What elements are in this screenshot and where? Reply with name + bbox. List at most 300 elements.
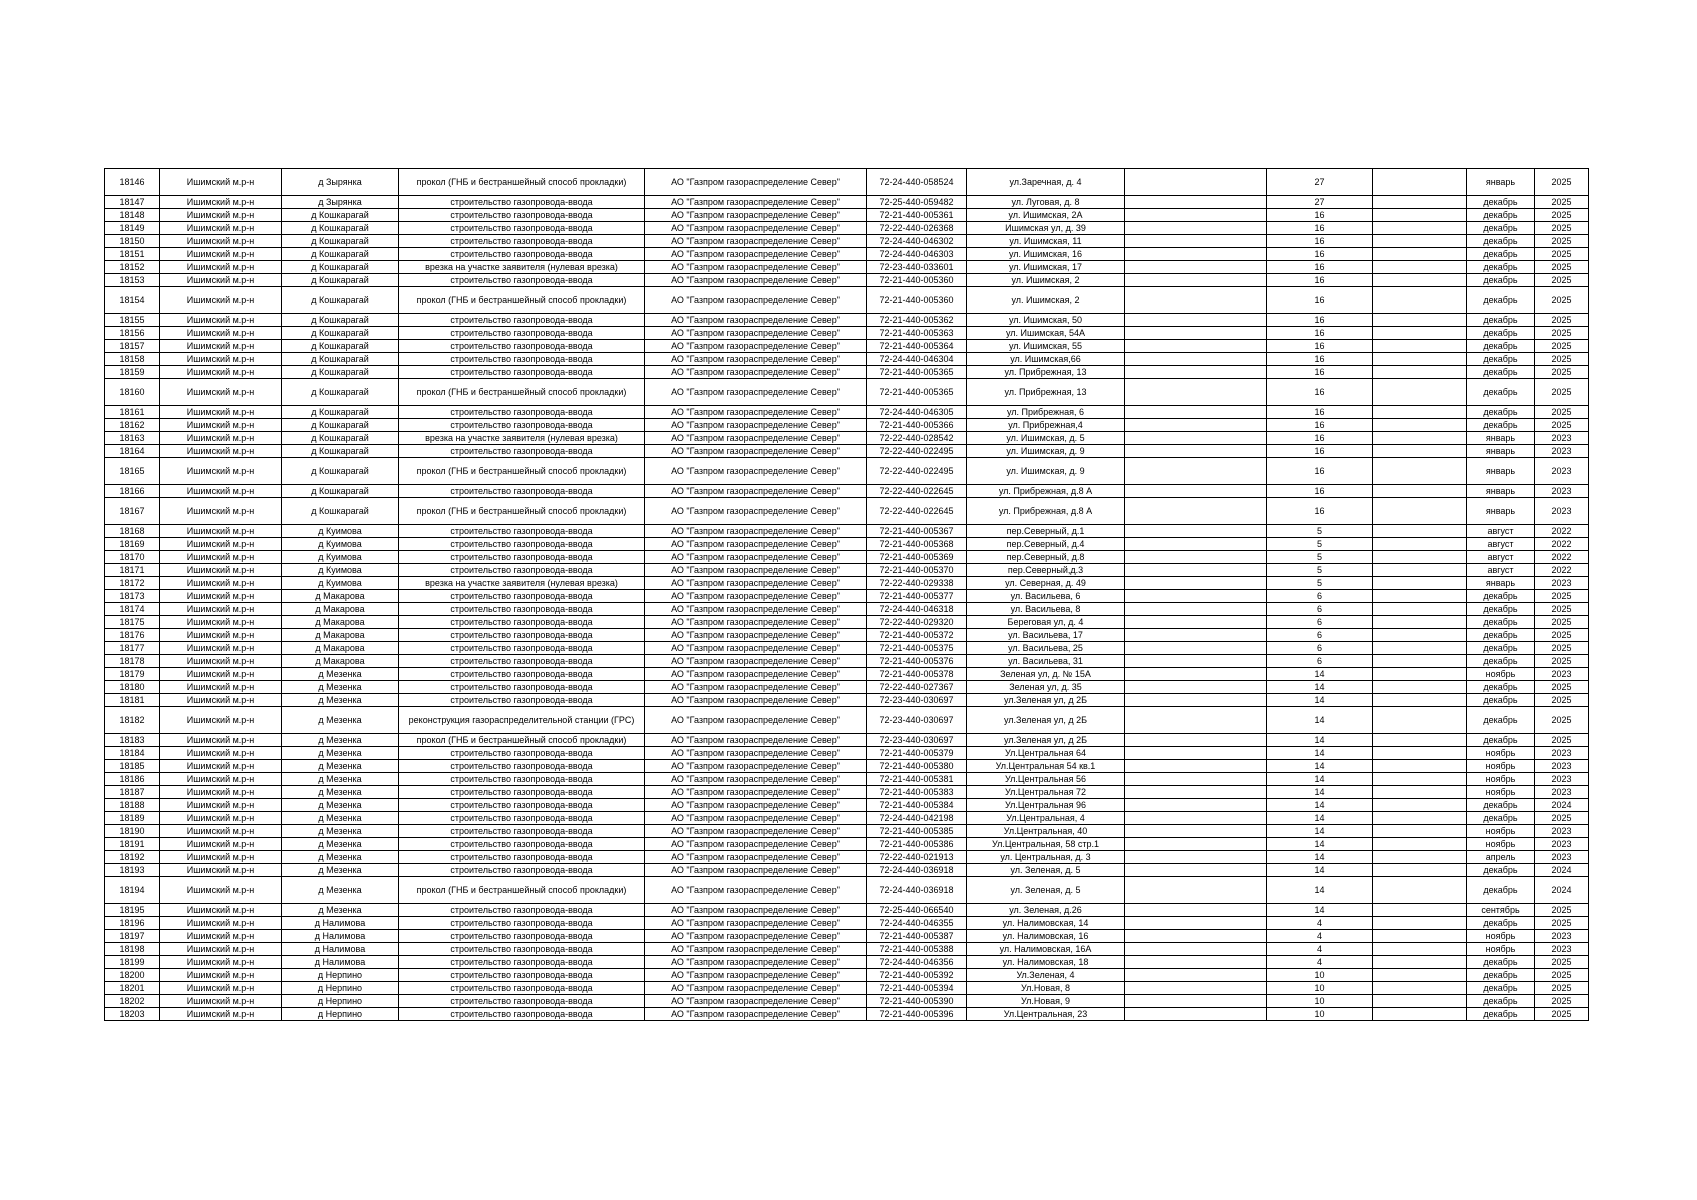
distance-cell: 4: [1267, 930, 1373, 943]
table-row: [105, 196, 1589, 209]
district-cell: Ишимский м.р-н: [160, 485, 282, 498]
district-cell: Ишимский м.р-н: [160, 406, 282, 419]
settlement-cell: д Нерпино: [282, 982, 399, 995]
work-type-cell: строительство газопровода-ввода: [399, 248, 645, 261]
empty-cell-b: [1373, 327, 1467, 340]
distance-cell: 6: [1267, 603, 1373, 616]
work-type-cell: строительство газопровода-ввода: [399, 419, 645, 432]
address-cell: ул. Ишимская, 17: [967, 261, 1125, 274]
settlement-cell: д Мезенка: [282, 786, 399, 799]
address-cell: Ул.Центральная, 4: [967, 812, 1125, 825]
row-number-cell: 18188: [105, 799, 160, 812]
address-cell: ул. Ишимская, 2: [967, 274, 1125, 287]
settlement-cell: д Куимова: [282, 551, 399, 564]
table-row: [105, 222, 1589, 235]
settlement-cell: д Мезенка: [282, 734, 399, 747]
year-cell: 2023: [1535, 747, 1589, 760]
distance-cell: 16: [1267, 261, 1373, 274]
year-cell: 2023: [1535, 577, 1589, 590]
cadastral-number-cell: 72-24-440-042198: [867, 812, 967, 825]
year-cell: 2025: [1535, 655, 1589, 668]
empty-cell-b: [1373, 169, 1467, 196]
empty-cell-b: [1373, 498, 1467, 525]
year-cell: 2025: [1535, 406, 1589, 419]
cadastral-number-cell: 72-21-440-005380: [867, 760, 967, 773]
distance-cell: 14: [1267, 904, 1373, 917]
address-cell: пер.Северный, д.1: [967, 525, 1125, 538]
row-number-cell: 18157: [105, 340, 160, 353]
row-number-cell: 18199: [105, 956, 160, 969]
empty-cell-a: [1125, 799, 1267, 812]
month-cell: декабрь: [1467, 1008, 1535, 1021]
row-number-cell: 18202: [105, 995, 160, 1008]
organization-cell: АО "Газпром газораспределение Север": [645, 747, 867, 760]
row-number-cell: 18152: [105, 261, 160, 274]
year-cell: 2025: [1535, 419, 1589, 432]
distance-cell: 16: [1267, 353, 1373, 366]
row-number-cell: 18193: [105, 864, 160, 877]
cadastral-number-cell: 72-21-440-005383: [867, 786, 967, 799]
cadastral-number-cell: 72-24-440-036918: [867, 864, 967, 877]
month-cell: декабрь: [1467, 707, 1535, 734]
distance-cell: 14: [1267, 694, 1373, 707]
empty-cell-b: [1373, 864, 1467, 877]
distance-cell: 14: [1267, 707, 1373, 734]
month-cell: декабрь: [1467, 877, 1535, 904]
work-type-cell: строительство газопровода-ввода: [399, 485, 645, 498]
organization-cell: АО "Газпром газораспределение Север": [645, 274, 867, 287]
distance-cell: 16: [1267, 419, 1373, 432]
organization-cell: АО "Газпром газораспределение Север": [645, 838, 867, 851]
district-cell: Ишимский м.р-н: [160, 786, 282, 799]
year-cell: 2022: [1535, 564, 1589, 577]
distance-cell: 16: [1267, 248, 1373, 261]
row-number-cell: 18200: [105, 969, 160, 982]
work-type-cell: строительство газопровода-ввода: [399, 274, 645, 287]
distance-cell: 16: [1267, 314, 1373, 327]
row-number-cell: 18176: [105, 629, 160, 642]
empty-cell-b: [1373, 564, 1467, 577]
work-type-cell: строительство газопровода-ввода: [399, 917, 645, 930]
empty-cell-a: [1125, 353, 1267, 366]
year-cell: 2023: [1535, 851, 1589, 864]
row-number-cell: 18184: [105, 747, 160, 760]
settlement-cell: д Кошкарагай: [282, 379, 399, 406]
cadastral-number-cell: 72-21-440-005369: [867, 551, 967, 564]
row-number-cell: 18147: [105, 196, 160, 209]
settlement-cell: д Кошкарагай: [282, 248, 399, 261]
settlement-cell: д Мезенка: [282, 838, 399, 851]
organization-cell: АО "Газпром газораспределение Север": [645, 655, 867, 668]
empty-cell-a: [1125, 747, 1267, 760]
work-type-cell: строительство газопровода-ввода: [399, 930, 645, 943]
district-cell: Ишимский м.р-н: [160, 261, 282, 274]
work-type-cell: строительство газопровода-ввода: [399, 694, 645, 707]
distance-cell: 27: [1267, 196, 1373, 209]
settlement-cell: д Кошкарагай: [282, 261, 399, 274]
settlement-cell: д Мезенка: [282, 904, 399, 917]
settlement-cell: д Налимова: [282, 917, 399, 930]
address-cell: ул. Северная, д. 49: [967, 577, 1125, 590]
empty-cell-b: [1373, 786, 1467, 799]
year-cell: 2023: [1535, 760, 1589, 773]
address-cell: Ул.Центральная 96: [967, 799, 1125, 812]
cadastral-number-cell: 72-22-440-029338: [867, 577, 967, 590]
distance-cell: 16: [1267, 485, 1373, 498]
empty-cell-a: [1125, 551, 1267, 564]
month-cell: декабрь: [1467, 248, 1535, 261]
settlement-cell: д Кошкарагай: [282, 327, 399, 340]
address-cell: Ул.Центральная 54 кв.1: [967, 760, 1125, 773]
cadastral-number-cell: 72-22-440-026368: [867, 222, 967, 235]
month-cell: август: [1467, 551, 1535, 564]
empty-cell-a: [1125, 773, 1267, 786]
empty-cell-a: [1125, 538, 1267, 551]
row-number-cell: 18162: [105, 419, 160, 432]
empty-cell-b: [1373, 694, 1467, 707]
organization-cell: АО "Газпром газораспределение Север": [645, 603, 867, 616]
distance-cell: 14: [1267, 799, 1373, 812]
address-cell: Ул.Центральная 56: [967, 773, 1125, 786]
table-row: [105, 340, 1589, 353]
year-cell: 2024: [1535, 877, 1589, 904]
cadastral-number-cell: 72-24-440-046356: [867, 956, 967, 969]
address-cell: ул. Ишимская, д. 9: [967, 445, 1125, 458]
table-row: [105, 590, 1589, 603]
empty-cell-b: [1373, 812, 1467, 825]
work-type-cell: строительство газопровода-ввода: [399, 812, 645, 825]
table-row: [105, 838, 1589, 851]
district-cell: Ишимский м.р-н: [160, 864, 282, 877]
district-cell: Ишимский м.р-н: [160, 379, 282, 406]
month-cell: декабрь: [1467, 274, 1535, 287]
work-type-cell: строительство газопровода-ввода: [399, 838, 645, 851]
settlement-cell: д Мезенка: [282, 773, 399, 786]
table-row: [105, 458, 1589, 485]
cadastral-number-cell: 72-24-440-046302: [867, 235, 967, 248]
row-number-cell: 18172: [105, 577, 160, 590]
address-cell: Ул.Центральная, 58 стр.1: [967, 838, 1125, 851]
empty-cell-a: [1125, 261, 1267, 274]
cadastral-number-cell: 72-22-440-022495: [867, 445, 967, 458]
district-cell: Ишимский м.р-н: [160, 458, 282, 485]
table-row: [105, 956, 1589, 969]
table-row: [105, 773, 1589, 786]
table-row: [105, 904, 1589, 917]
address-cell: ул. Ишимская,66: [967, 353, 1125, 366]
address-cell: ул. Васильева, 25: [967, 642, 1125, 655]
distance-cell: 6: [1267, 616, 1373, 629]
empty-cell-a: [1125, 235, 1267, 248]
settlement-cell: д Налимова: [282, 956, 399, 969]
empty-cell-b: [1373, 577, 1467, 590]
month-cell: август: [1467, 525, 1535, 538]
district-cell: Ишимский м.р-н: [160, 603, 282, 616]
work-type-cell: прокол (ГНБ и бестраншейный способ прокладки): [399, 877, 645, 904]
year-cell: 2025: [1535, 995, 1589, 1008]
organization-cell: АО "Газпром газораспределение Север": [645, 590, 867, 603]
distance-cell: 16: [1267, 287, 1373, 314]
district-cell: Ишимский м.р-н: [160, 274, 282, 287]
empty-cell-a: [1125, 222, 1267, 235]
work-type-cell: строительство газопровода-ввода: [399, 603, 645, 616]
year-cell: 2025: [1535, 694, 1589, 707]
distance-cell: 10: [1267, 969, 1373, 982]
table-row: [105, 235, 1589, 248]
settlement-cell: д Мезенка: [282, 864, 399, 877]
distance-cell: 16: [1267, 498, 1373, 525]
district-cell: Ишимский м.р-н: [160, 366, 282, 379]
organization-cell: АО "Газпром газораспределение Север": [645, 209, 867, 222]
work-type-cell: строительство газопровода-ввода: [399, 747, 645, 760]
row-number-cell: 18153: [105, 274, 160, 287]
distance-cell: 16: [1267, 366, 1373, 379]
year-cell: 2024: [1535, 864, 1589, 877]
empty-cell-b: [1373, 707, 1467, 734]
cadastral-number-cell: 72-22-440-022495: [867, 458, 967, 485]
district-cell: Ишимский м.р-н: [160, 943, 282, 956]
month-cell: ноябрь: [1467, 773, 1535, 786]
cadastral-number-cell: 72-21-440-005362: [867, 314, 967, 327]
empty-cell-b: [1373, 287, 1467, 314]
empty-cell-a: [1125, 366, 1267, 379]
row-number-cell: 18182: [105, 707, 160, 734]
year-cell: 2025: [1535, 314, 1589, 327]
organization-cell: АО "Газпром газораспределение Север": [645, 773, 867, 786]
table-row: [105, 406, 1589, 419]
organization-cell: АО "Газпром газораспределение Север": [645, 799, 867, 812]
month-cell: ноябрь: [1467, 930, 1535, 943]
row-number-cell: 18170: [105, 551, 160, 564]
distance-cell: 16: [1267, 222, 1373, 235]
organization-cell: АО "Газпром газораспределение Север": [645, 851, 867, 864]
work-type-cell: строительство газопровода-ввода: [399, 629, 645, 642]
empty-cell-b: [1373, 681, 1467, 694]
organization-cell: АО "Газпром газораспределение Север": [645, 1008, 867, 1021]
district-cell: Ишимский м.р-н: [160, 904, 282, 917]
cadastral-number-cell: 72-21-440-005376: [867, 655, 967, 668]
empty-cell-a: [1125, 930, 1267, 943]
month-cell: декабрь: [1467, 642, 1535, 655]
month-cell: декабрь: [1467, 982, 1535, 995]
organization-cell: АО "Газпром газораспределение Север": [645, 943, 867, 956]
month-cell: январь: [1467, 485, 1535, 498]
month-cell: ноябрь: [1467, 838, 1535, 851]
table-row: [105, 655, 1589, 668]
row-number-cell: 18177: [105, 642, 160, 655]
distance-cell: 5: [1267, 551, 1373, 564]
table-row: [105, 551, 1589, 564]
address-cell: ул. Прибрежная, д.8 А: [967, 485, 1125, 498]
distance-cell: 27: [1267, 169, 1373, 196]
settlement-cell: д Нерпино: [282, 1008, 399, 1021]
district-cell: Ишимский м.р-н: [160, 838, 282, 851]
cadastral-number-cell: 72-21-440-005377: [867, 590, 967, 603]
organization-cell: АО "Газпром газораспределение Север": [645, 917, 867, 930]
cadastral-number-cell: 72-24-440-058524: [867, 169, 967, 196]
row-number-cell: 18169: [105, 538, 160, 551]
table-row: [105, 760, 1589, 773]
organization-cell: АО "Газпром газораспределение Север": [645, 287, 867, 314]
month-cell: декабрь: [1467, 956, 1535, 969]
settlement-cell: д Куимова: [282, 564, 399, 577]
month-cell: декабрь: [1467, 629, 1535, 642]
cadastral-number-cell: 72-23-440-033601: [867, 261, 967, 274]
empty-cell-b: [1373, 982, 1467, 995]
year-cell: 2022: [1535, 538, 1589, 551]
empty-cell-b: [1373, 969, 1467, 982]
month-cell: ноябрь: [1467, 747, 1535, 760]
table-row: [105, 419, 1589, 432]
settlement-cell: д Кошкарагай: [282, 406, 399, 419]
district-cell: Ишимский м.р-н: [160, 799, 282, 812]
year-cell: 2025: [1535, 812, 1589, 825]
work-type-cell: строительство газопровода-ввода: [399, 445, 645, 458]
address-cell: пер.Северный,д.3: [967, 564, 1125, 577]
work-type-cell: строительство газопровода-ввода: [399, 222, 645, 235]
year-cell: 2025: [1535, 248, 1589, 261]
empty-cell-a: [1125, 851, 1267, 864]
address-cell: ул.Зеленая ул, д 2Б: [967, 734, 1125, 747]
table-row: [105, 327, 1589, 340]
settlement-cell: д Кошкарагай: [282, 419, 399, 432]
cadastral-number-cell: 72-22-440-028542: [867, 432, 967, 445]
address-cell: ул. Прибрежная,4: [967, 419, 1125, 432]
row-number-cell: 18201: [105, 982, 160, 995]
work-type-cell: строительство газопровода-ввода: [399, 786, 645, 799]
table-row: [105, 603, 1589, 616]
table-row: [105, 498, 1589, 525]
empty-cell-b: [1373, 445, 1467, 458]
address-cell: ул. Васильева, 6: [967, 590, 1125, 603]
row-number-cell: 18198: [105, 943, 160, 956]
row-number-cell: 18196: [105, 917, 160, 930]
district-cell: Ишимский м.р-н: [160, 340, 282, 353]
settlement-cell: д Мезенка: [282, 877, 399, 904]
row-number-cell: 18163: [105, 432, 160, 445]
organization-cell: АО "Газпром газораспределение Север": [645, 379, 867, 406]
table-row: [105, 812, 1589, 825]
year-cell: 2025: [1535, 222, 1589, 235]
work-type-cell: прокол (ГНБ и бестраншейный способ прокладки): [399, 458, 645, 485]
row-number-cell: 18164: [105, 445, 160, 458]
month-cell: декабрь: [1467, 261, 1535, 274]
district-cell: Ишимский м.р-н: [160, 982, 282, 995]
district-cell: Ишимский м.р-н: [160, 760, 282, 773]
district-cell: Ишимский м.р-н: [160, 445, 282, 458]
month-cell: январь: [1467, 577, 1535, 590]
empty-cell-b: [1373, 877, 1467, 904]
table-row: [105, 445, 1589, 458]
organization-cell: АО "Газпром газораспределение Север": [645, 327, 867, 340]
empty-cell-b: [1373, 458, 1467, 485]
table-row: [105, 261, 1589, 274]
district-cell: Ишимский м.р-н: [160, 235, 282, 248]
organization-cell: АО "Газпром газораспределение Север": [645, 248, 867, 261]
district-cell: Ишимский м.р-н: [160, 577, 282, 590]
district-cell: Ишимский м.р-н: [160, 564, 282, 577]
month-cell: декабрь: [1467, 995, 1535, 1008]
table-row: [105, 629, 1589, 642]
settlement-cell: д Куимова: [282, 538, 399, 551]
empty-cell-b: [1373, 551, 1467, 564]
organization-cell: АО "Газпром газораспределение Север": [645, 353, 867, 366]
empty-cell-b: [1373, 668, 1467, 681]
cadastral-number-cell: 72-24-440-046355: [867, 917, 967, 930]
organization-cell: АО "Газпром газораспределение Север": [645, 668, 867, 681]
organization-cell: АО "Газпром газораспределение Север": [645, 169, 867, 196]
row-number-cell: 18194: [105, 877, 160, 904]
empty-cell-b: [1373, 525, 1467, 538]
cadastral-number-cell: 72-21-440-005375: [867, 642, 967, 655]
month-cell: август: [1467, 538, 1535, 551]
cadastral-number-cell: 72-21-440-005360: [867, 274, 967, 287]
empty-cell-b: [1373, 760, 1467, 773]
empty-cell-a: [1125, 616, 1267, 629]
cadastral-number-cell: 72-24-440-046304: [867, 353, 967, 366]
distance-cell: 4: [1267, 917, 1373, 930]
settlement-cell: д Макарова: [282, 655, 399, 668]
district-cell: Ишимский м.р-н: [160, 747, 282, 760]
year-cell: 2023: [1535, 432, 1589, 445]
address-cell: ул.Зеленая ул, д 2Б: [967, 707, 1125, 734]
year-cell: 2023: [1535, 825, 1589, 838]
distance-cell: 16: [1267, 458, 1373, 485]
empty-cell-a: [1125, 314, 1267, 327]
empty-cell-b: [1373, 248, 1467, 261]
table-row: [105, 995, 1589, 1008]
address-cell: ул. Ишимская, 2: [967, 287, 1125, 314]
empty-cell-a: [1125, 196, 1267, 209]
address-cell: Ул.Центральная 72: [967, 786, 1125, 799]
organization-cell: АО "Газпром газораспределение Север": [645, 314, 867, 327]
organization-cell: АО "Газпром газораспределение Север": [645, 498, 867, 525]
row-number-cell: 18183: [105, 734, 160, 747]
cadastral-number-cell: 72-21-440-005367: [867, 525, 967, 538]
work-type-cell: строительство газопровода-ввода: [399, 760, 645, 773]
cadastral-number-cell: 72-24-440-046305: [867, 406, 967, 419]
address-cell: ул. Ишимская, 55: [967, 340, 1125, 353]
empty-cell-a: [1125, 209, 1267, 222]
organization-cell: АО "Газпром газораспределение Север": [645, 930, 867, 943]
table-row: [105, 485, 1589, 498]
month-cell: декабрь: [1467, 590, 1535, 603]
district-cell: Ишимский м.р-н: [160, 694, 282, 707]
year-cell: 2023: [1535, 943, 1589, 956]
cadastral-number-cell: 72-21-440-005385: [867, 825, 967, 838]
settlement-cell: д Куимова: [282, 577, 399, 590]
work-type-cell: строительство газопровода-ввода: [399, 851, 645, 864]
organization-cell: АО "Газпром газораспределение Север": [645, 707, 867, 734]
district-cell: Ишимский м.р-н: [160, 851, 282, 864]
work-type-cell: строительство газопровода-ввода: [399, 943, 645, 956]
organization-cell: АО "Газпром газораспределение Север": [645, 445, 867, 458]
cadastral-number-cell: 72-21-440-005378: [867, 668, 967, 681]
address-cell: ул. Васильева, 31: [967, 655, 1125, 668]
empty-cell-b: [1373, 838, 1467, 851]
address-cell: пер.Северный, д.8: [967, 551, 1125, 564]
settlement-cell: д Кошкарагай: [282, 445, 399, 458]
empty-cell-b: [1373, 956, 1467, 969]
district-cell: Ишимский м.р-н: [160, 538, 282, 551]
work-type-cell: строительство газопровода-ввода: [399, 366, 645, 379]
month-cell: январь: [1467, 458, 1535, 485]
empty-cell-a: [1125, 956, 1267, 969]
row-number-cell: 18165: [105, 458, 160, 485]
year-cell: 2025: [1535, 707, 1589, 734]
year-cell: 2023: [1535, 773, 1589, 786]
cadastral-number-cell: 72-21-440-005390: [867, 995, 967, 1008]
